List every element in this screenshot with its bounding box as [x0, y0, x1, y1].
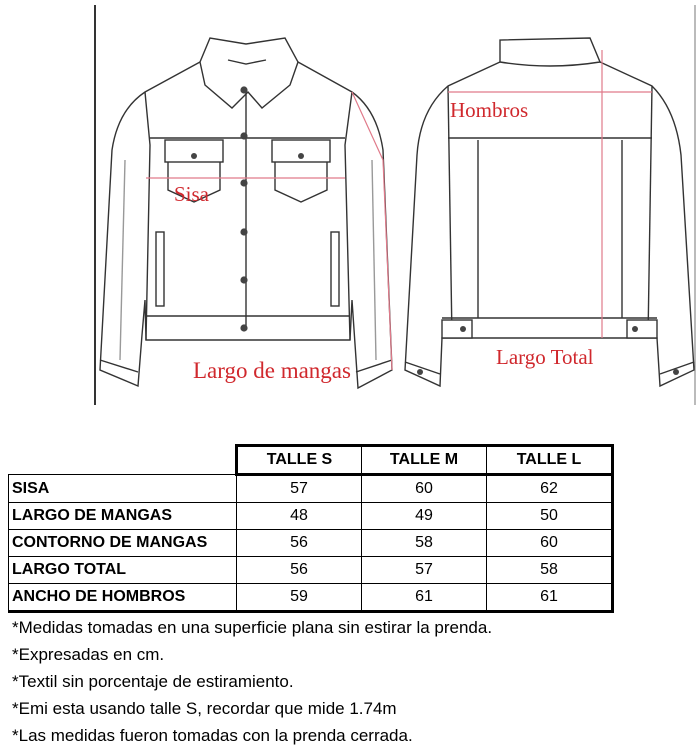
note-line: *Emi esta usando talle S, recordar que mide 1.74m — [12, 699, 397, 718]
value-cell: 56 — [237, 557, 362, 584]
value-cell: 56 — [237, 530, 362, 557]
value-cell: 60 — [362, 475, 487, 503]
sleeve-length-measure-line — [352, 92, 392, 370]
value-cell: 62 — [487, 475, 613, 503]
note-line: *Medidas tomadas en una superficie plana sin estirar la prenda. — [12, 618, 493, 637]
table-header-row — [9, 446, 613, 475]
value-cell: 49 — [362, 503, 487, 530]
note-line: *Las medidas fueron tomadas con la prenda cerrada. — [12, 726, 413, 745]
value-cell: 50 — [487, 503, 613, 530]
row-label: ANCHO DE HOMBROS — [9, 584, 237, 612]
note-line: *Textil sin porcentaje de estiramiento. — [12, 672, 294, 691]
header-empty-cell — [9, 446, 237, 475]
header-talle-s: TALLE S — [237, 446, 362, 475]
table-row — [9, 530, 613, 557]
row-label: LARGO TOTAL — [9, 557, 237, 584]
shoulders-label: Hombros — [450, 98, 529, 122]
table-row — [9, 475, 613, 503]
row-label: LARGO DE MANGAS — [9, 503, 237, 530]
sleeve-length-label: Largo de mangas — [193, 358, 351, 383]
row-label: CONTORNO DE MANGAS — [9, 530, 237, 557]
total-length-label: Largo Total — [496, 345, 594, 369]
header-talle-m: TALLE M — [362, 446, 487, 475]
table-row — [9, 503, 613, 530]
size-table — [8, 444, 614, 613]
front-buttons — [191, 86, 304, 331]
value-cell: 57 — [362, 557, 487, 584]
value-cell: 58 — [362, 530, 487, 557]
value-cell: 48 — [237, 503, 362, 530]
note-line: *Expresadas en cm. — [12, 645, 165, 664]
jacket-front-drawing — [95, 5, 392, 405]
table-row — [9, 557, 613, 584]
value-cell: 57 — [237, 475, 362, 503]
row-label: SISA — [9, 475, 237, 503]
value-cell: 60 — [487, 530, 613, 557]
value-cell: 59 — [237, 584, 362, 612]
front-measure-lines — [146, 92, 392, 370]
value-cell: 61 — [487, 584, 613, 612]
value-cell: 61 — [362, 584, 487, 612]
notes — [12, 614, 492, 749]
value-cell: 58 — [487, 557, 613, 584]
sisa-label: Sisa — [174, 182, 210, 206]
table-row — [9, 584, 613, 612]
header-talle-l: TALLE L — [487, 446, 613, 475]
